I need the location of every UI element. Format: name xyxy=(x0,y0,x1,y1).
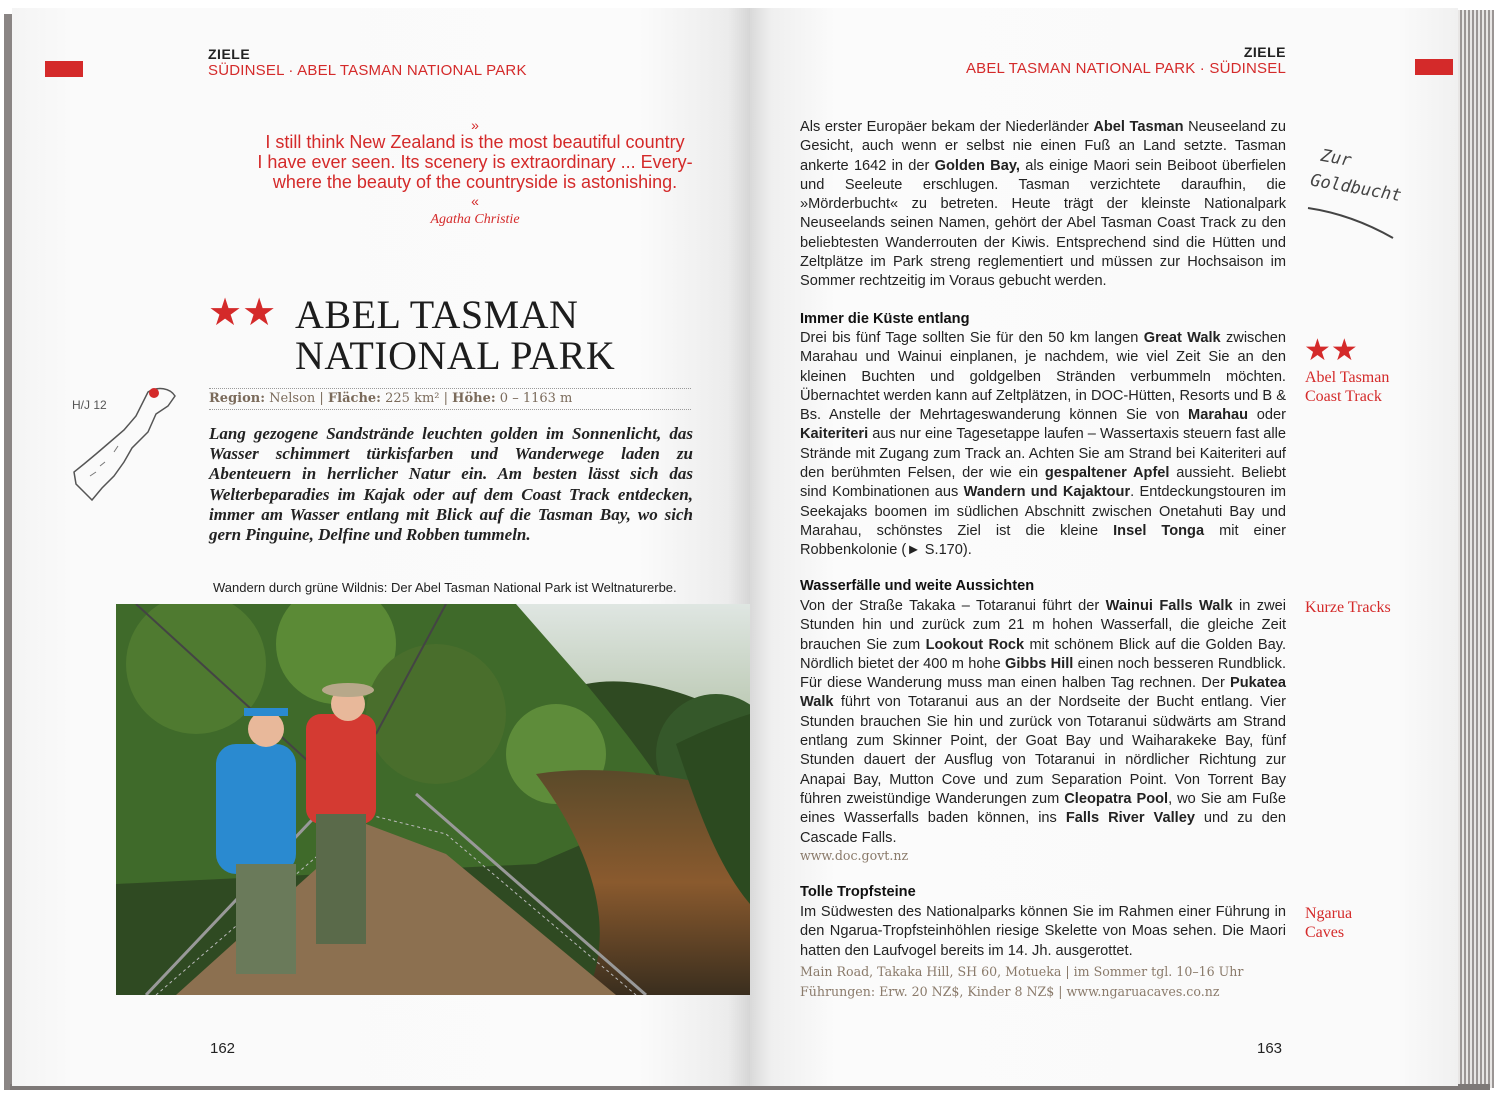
margin-line: Caves xyxy=(1305,924,1345,941)
quote-open: » xyxy=(471,117,479,133)
text-run: zwischen Marahau und Wainui einplanen, je nachdem, wie viel Zeit Sie an den kleinen Buchten und goldgelben Stränden verbummeln möchten. Übernachtet werden kann auf Zeltplätzen, in DOC-Hütten, Resorts und B & Bs. Anstelle der Mehrtageswanderung können Sie von xyxy=(800,330,1287,424)
fact-label: Region: xyxy=(209,391,266,406)
running-head-kicker: ZIELE xyxy=(1243,44,1286,60)
text-run: Von der Straße Takaka – Totaranui führt der xyxy=(800,598,1106,614)
body-paragraph xyxy=(800,597,1286,848)
bold-term: Wainui Falls Walk xyxy=(1105,598,1233,614)
chapter-tab-left xyxy=(45,61,83,77)
title-line: NATIONAL PARK xyxy=(295,333,616,378)
margin-note xyxy=(1305,598,1391,617)
quote-line: I still think New Zealand is the most beautiful country xyxy=(265,132,685,152)
map-reference: H/J 12 xyxy=(72,398,107,412)
page-title xyxy=(295,294,615,376)
section-heading: Wasserfälle und weite Aussichten xyxy=(800,578,1035,594)
bold-term: gespaltener Apfel xyxy=(1044,465,1170,482)
text-run: aus nur eine Tagesetappe laufen – Wassertaxis steuern fast alle Strände mit Zugang zum Track an. Achten Sie am Strand bei Kaiteriteri auf den berühmten Felsen, der wie ein xyxy=(800,426,1286,482)
margin-line: Coast Track xyxy=(1305,388,1382,405)
handwritten-underline xyxy=(1305,200,1397,244)
bold-term: Lookout Rock xyxy=(925,636,1025,653)
text-run: mit einer Robbenkolonie (► S.170). xyxy=(800,522,1286,559)
text-run: als einige Maori sein Beiboot überfielen und Seeleute erschlugen. Tasman verzichtete daraufhin, die »Mörderbucht« zu betreten. Heute trägt der kleinste Nationalpark Neuseelands seinen Namen, gehört der Abel Tasman Coast Track zu den beliebtesten Wanderrouten der Kiwis. Entsprechend sind die Hütten und Zeltplätze im Park streng reglementiert und müssen zur Hochsaison im Sommer rechtzeitig im Voraus gebucht werden. xyxy=(800,157,1286,290)
fact-value: Nelson xyxy=(269,391,316,406)
text-run: Neuseeland zu Gesicht, auch wenn er selbst nie einen Fuß an Land setzte. Tasman ankerte 1642 in der xyxy=(800,119,1286,174)
bold-term: Cleopatra Pool xyxy=(1064,790,1169,807)
text-run: führt von Totaranui aus an der Nordseite der Bucht entlang. Vier Stunden brauchen Sie hin und zurück von Totaranui südwärts am Strand entlang zum Skinner Point, der Goat Bay und Waiharakeke Bay, fünf Stunden dauert der Ausflug von Totaranui in nördlicher Richtung zur Anapai Bay, Mutton Cove und zum Separation Point. Von Torrent Bay führen zweistündige Wanderungen zum xyxy=(800,694,1286,807)
fact-separator: | xyxy=(443,391,449,406)
bold-term: Kaiteriteri xyxy=(800,426,869,443)
text-run: und zu den Cascade Falls. xyxy=(800,810,1286,846)
bold-term: Marahau xyxy=(1188,407,1249,424)
text-run: . Entdeckungstouren im Seekajaks boomen im südlichen Abschnitt zwischen Onetahuti Bay und Marahau, schönstes Ziel ist die kleine xyxy=(800,484,1286,539)
intro-paragraph: Lang gezogene Sandstrände leuchten golden im Sonnenlicht, das Wasser schimmert türkisfarben und Wanderwege laden zu Abenteuern in herrlicher Natur ein. Am besten lässt sich das Welterbeparadies im Kajak oder auf dem Coast Track entdecken, immer am Wasser entlang mit Blick auf die Tasman Bay, wo sich gern Pinguine, Delfine und Robben tummeln. xyxy=(209,424,693,545)
fact-value: 225 km² xyxy=(385,391,440,406)
bold-term: Gibbs Hill xyxy=(1005,655,1074,672)
text-run: in zwei Stunden hin und zurück zum 21 m hohen Wasserfall, die gleiche Zeit brauchen Sie zum xyxy=(800,598,1286,653)
bold-term: Golden Bay, xyxy=(934,157,1020,174)
epigraph xyxy=(205,118,745,230)
hikers-on-bridge-photo xyxy=(116,604,750,995)
bold-term: Insel Tonga xyxy=(1113,522,1205,539)
bold-term: Falls River Valley xyxy=(1065,810,1195,827)
info-line: Main Road, Takaka Hill, SH 60, Motueka | im Sommer tgl. 10–16 Uhr xyxy=(800,964,1244,979)
text-run: oder xyxy=(1248,407,1286,424)
margin-note xyxy=(1305,904,1352,942)
running-head-sub: ABEL TASMAN NATIONAL PARK · SÜDINSEL xyxy=(965,60,1286,77)
text-run: Drei bis fünf Tage sollten Sie für den 50 km langen xyxy=(800,330,1144,346)
body-paragraph xyxy=(800,118,1286,292)
website-link[interactable]: www.doc.govt.nz xyxy=(800,848,909,863)
rating-stars: ★★ xyxy=(208,292,277,334)
photo-caption: Wandern durch grüne Wildnis: Der Abel Tasman National Park ist Weltnaturerbe. xyxy=(213,580,677,595)
park-facts xyxy=(209,388,691,410)
note-line: Goldbucht xyxy=(1308,170,1403,207)
body-paragraph xyxy=(800,329,1286,561)
text-run: mit schönem Blick auf die Golden Bay. Nördlich bietet der 400 m hohe xyxy=(800,636,1286,672)
quote-line: I have ever seen. Its scenery is extraordinary ... Every- xyxy=(257,152,693,172)
running-head-sub: SÜDINSEL · ABEL TASMAN NATIONAL PARK xyxy=(208,62,527,79)
running-head-kicker: ZIELE xyxy=(208,46,251,62)
fact-label: Fläche: xyxy=(327,391,381,406)
bold-term: Great Walk xyxy=(1143,330,1221,346)
quote-line: where the beauty of the countryside is astonishing. xyxy=(272,172,678,192)
page-number-right: 163 xyxy=(1257,1040,1283,1057)
section-heading: Tolle Tropfsteine xyxy=(800,884,916,900)
fact-separator: | xyxy=(319,391,324,406)
bold-term: Abel Tasman xyxy=(1093,119,1184,135)
bold-term: Wandern und Kajaktour xyxy=(963,484,1131,501)
fact-value: 0 – 1163 m xyxy=(499,391,573,406)
margin-line: Kurze Tracks xyxy=(1305,599,1391,616)
practical-info xyxy=(800,962,1286,1002)
margin-line: Ngarua xyxy=(1305,905,1353,922)
info-line: Führungen: Erw. 20 NZ$, Kinder 8 NZ$ | www.ngaruacaves.co.nz xyxy=(800,984,1220,999)
chapter-tab-right xyxy=(1415,59,1453,75)
text-run: , wo Sie am Fuße eines Wasserfalls baden können, ins xyxy=(800,790,1287,827)
text-run: einen noch besseren Rundblick. Für diese Wanderung muss man einen halben Tag rechnen. Der xyxy=(800,655,1287,692)
text-run: aussieht. Beliebt sind Kombinationen aus xyxy=(800,465,1286,501)
fact-label: Höhe: xyxy=(452,391,496,406)
quote-close: « xyxy=(471,193,479,209)
bold-term: Pukatea Walk xyxy=(800,675,1286,711)
quote-author: Agatha Christie xyxy=(430,212,520,227)
note-line: Zur xyxy=(1319,145,1353,171)
book-edge-right xyxy=(1456,10,1494,1088)
section-heading: Immer die Küste entlang xyxy=(800,311,970,327)
south-island-map-icon xyxy=(70,380,182,506)
text-run: Als erster Europäer bekam der Niederländer xyxy=(800,119,1094,135)
margin-line: Abel Tasman xyxy=(1305,369,1390,386)
body-paragraph xyxy=(800,903,1286,961)
page-number-left: 162 xyxy=(210,1040,236,1057)
margin-note xyxy=(1305,368,1389,406)
text-run: Im Südwesten des Nationalparks können Sie im Rahmen einer Führung in den Ngarua-Tropfsteinhöhlen riesige Skelette von Moas sehen. Die Maori hatten den Laufvogel bereits im 14. Jh. ausgerottet. xyxy=(800,904,1286,959)
margin-stars: ★★ xyxy=(1304,334,1358,367)
title-line: ABEL TASMAN xyxy=(295,292,579,337)
